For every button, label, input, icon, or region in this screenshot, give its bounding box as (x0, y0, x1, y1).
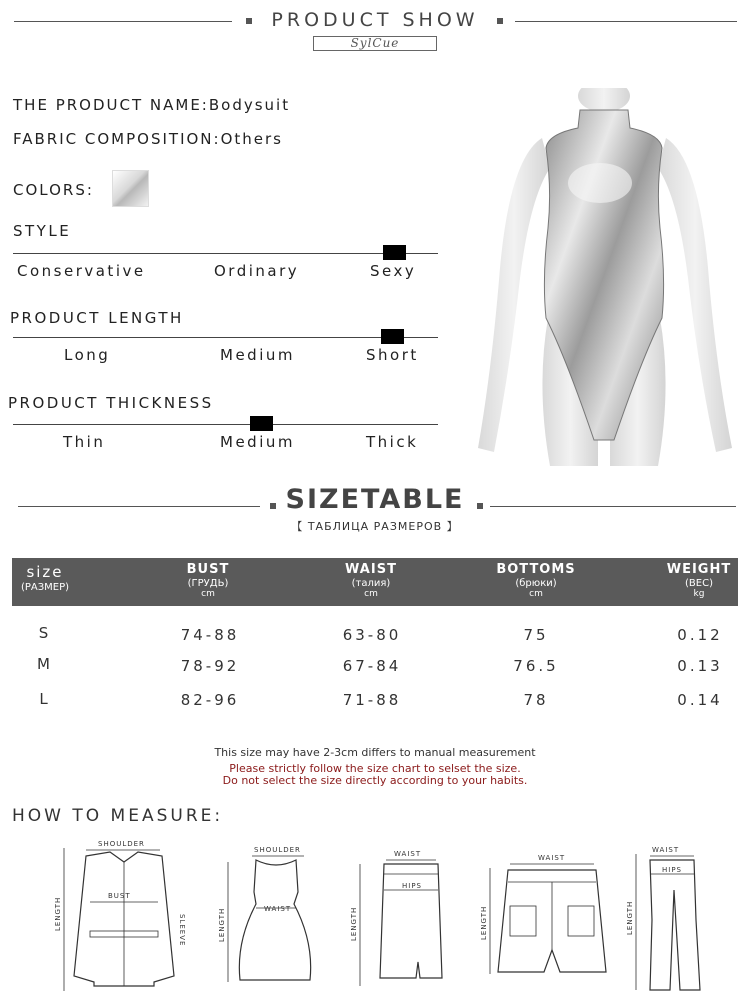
sizetable-subtitle: 【 ТАБЛИЦА РАЗМЕРОВ 】 (291, 520, 459, 533)
scale-label-long: Long (64, 346, 111, 364)
col-bust-ru: (ГРУДЬ) (187, 578, 229, 589)
col-weight-unit: kg (693, 589, 705, 599)
fabric-label: FABRIC COMPOSITION: (13, 130, 221, 148)
cell-bottoms: 75 (523, 626, 549, 644)
page-title: PRODUCT SHOW (271, 9, 479, 31)
scale-marker-style (383, 245, 406, 260)
skirt-measure-sketch (346, 846, 446, 994)
col-bust (168, 562, 248, 599)
length-label: LENGTH (350, 906, 358, 941)
cell-bust: 78-92 (180, 657, 240, 675)
fabric-row (13, 130, 283, 148)
cell-waist: 63-80 (342, 626, 402, 644)
col-waist-ru: (талия) (351, 578, 391, 589)
hips-label: HIPS (402, 882, 422, 890)
product-name-row (13, 96, 290, 114)
brand-label: SylCue (313, 36, 437, 51)
scale-marker-length (381, 329, 404, 344)
scale-title-length: PRODUCT LENGTH (10, 309, 184, 327)
shoulder-label: SHOULDER (254, 846, 301, 854)
dress-measure-sketch (214, 842, 314, 992)
scale-title-style: STYLE (13, 222, 72, 240)
colors-label: COLORS: (13, 181, 94, 199)
header-square-right (497, 18, 503, 24)
hips-label: HIPS (662, 866, 682, 874)
col-bottoms-ru: (брюки) (515, 578, 557, 589)
header-rule-right (515, 21, 737, 22)
scale-label-short: Short (366, 346, 419, 364)
cell-bottoms: 76.5 (513, 657, 559, 675)
jacket-measure-sketch (50, 836, 198, 996)
length-label: LENGTH (54, 896, 62, 931)
waist-label: WAIST (264, 905, 292, 913)
cell-bust: 74-88 (180, 626, 240, 644)
waist-label: WAIST (538, 854, 566, 862)
cell-bottoms: 78 (523, 691, 549, 709)
length-label: LENGTH (480, 905, 488, 940)
sizetable-square-right (477, 503, 483, 509)
cell-size: M (37, 655, 53, 673)
col-bottoms-unit: cm (529, 589, 543, 599)
fabric-value: Others (220, 130, 283, 148)
warning-line-2: Do not select the size directly according to your habits. (222, 774, 528, 787)
scale-label-sexy: Sexy (370, 262, 417, 280)
sleeve-label: SLEEVE (178, 914, 186, 947)
size-table-header (12, 558, 738, 606)
pants-measure-sketch (622, 840, 702, 996)
shoulder-label: SHOULDER (98, 840, 145, 848)
col-bottoms (486, 562, 586, 599)
product-name-value: Bodysuit (208, 96, 291, 114)
col-waist-unit: cm (364, 589, 378, 599)
scale-label-conservative: Conservative (17, 262, 146, 280)
measurement-note: This size may have 2-3cm differs to manual measurement (214, 746, 536, 759)
cell-weight: 0.14 (677, 691, 723, 709)
waist-label: WAIST (394, 850, 422, 858)
col-bottoms-label: BOTTOMS (496, 562, 576, 577)
col-size (12, 563, 78, 593)
waist-label: WAIST (652, 846, 680, 854)
scale-marker-thickness (250, 416, 273, 431)
col-bust-label: BUST (186, 562, 230, 577)
cell-size: L (39, 690, 51, 708)
cell-waist: 67-84 (342, 657, 402, 675)
scale-label-ordinary: Ordinary (214, 262, 300, 280)
col-waist (331, 562, 411, 599)
warning-line-1: Please strictly follow the size chart to selset the size. (229, 762, 521, 775)
col-waist-label: WAIST (345, 562, 397, 577)
sizetable-title: SIZETABLE (285, 484, 465, 515)
cell-weight: 0.12 (677, 626, 723, 644)
cell-size: S (38, 624, 52, 642)
sizetable-rule-right (490, 506, 736, 507)
product-photo (470, 88, 738, 466)
product-name-label: THE PRODUCT NAME: (13, 96, 209, 114)
length-label: LENGTH (626, 900, 634, 935)
col-size-ru: (РАЗМЕР) (20, 582, 70, 593)
scale-line-length (13, 337, 438, 338)
shorts-measure-sketch (476, 850, 628, 980)
scale-label-thin: Thin (63, 433, 106, 451)
col-weight-label: WEIGHT (666, 562, 732, 577)
scale-label-thick: Thick (366, 433, 419, 451)
scale-title-thickness: PRODUCT THICKNESS (8, 394, 214, 412)
cell-bust: 82-96 (180, 691, 240, 709)
how-to-measure-title: HOW TO MEASURE: (12, 806, 224, 826)
scale-label-medium-thickness: Medium (220, 433, 295, 451)
col-weight-ru: (BEC) (685, 578, 713, 589)
scale-line-thickness (13, 424, 438, 425)
col-weight (660, 562, 738, 599)
col-size-label: size (26, 563, 64, 581)
bust-label: BUST (108, 892, 131, 900)
color-swatch-silver[interactable] (112, 170, 149, 207)
cell-weight: 0.13 (677, 657, 723, 675)
scale-line-style (13, 253, 438, 254)
cell-waist: 71-88 (342, 691, 402, 709)
length-label: LENGTH (218, 907, 226, 942)
scale-label-medium-length: Medium (220, 346, 295, 364)
col-bust-unit: cm (201, 589, 215, 599)
